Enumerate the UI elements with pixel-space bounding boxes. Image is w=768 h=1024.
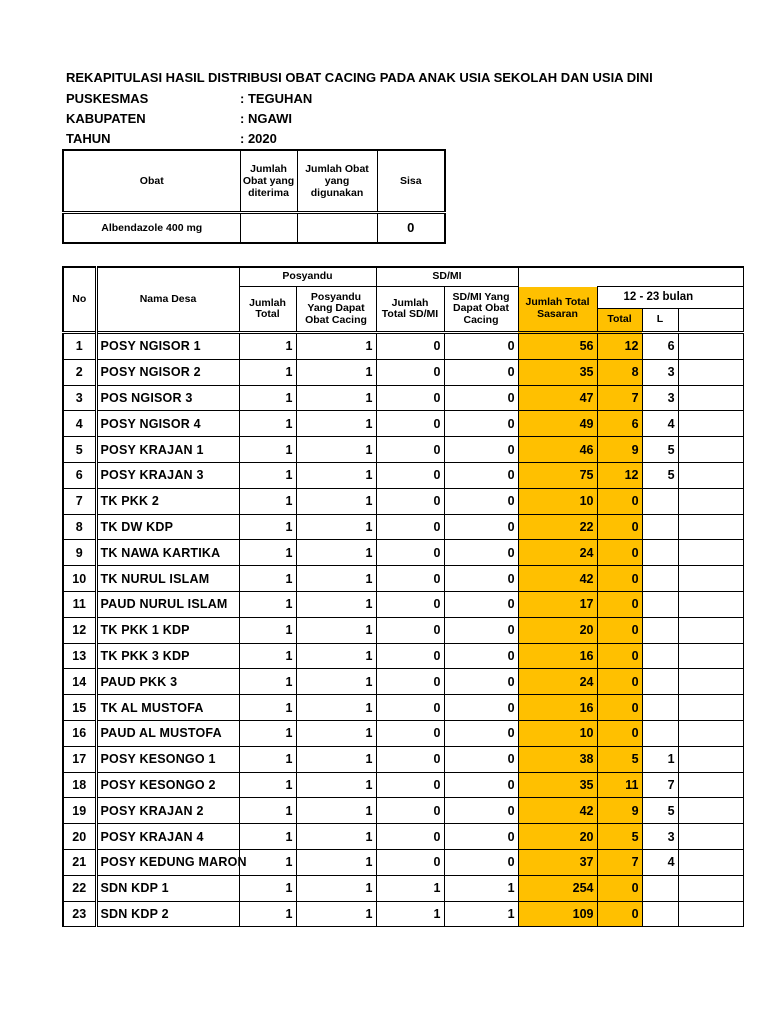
cell-extra: [678, 720, 743, 746]
table-row: [63, 462, 743, 488]
cell-sdmi-jumlah-total: 0: [376, 566, 444, 592]
cell-nama-desa: SDN KDP 1: [96, 875, 239, 901]
cell-posyandu-jumlah-total: 1: [239, 643, 296, 669]
table-row: [63, 875, 743, 901]
table-row: [63, 488, 743, 514]
cell-posyandu-jumlah-total: 1: [239, 437, 296, 463]
cell-jumlah-total-sasaran: 22: [518, 514, 597, 540]
cell-sdmi-jumlah-total: 0: [376, 540, 444, 566]
header-extra: [678, 309, 743, 333]
table-row: [63, 540, 743, 566]
cell-no: 20: [63, 824, 96, 850]
cell-posyandu-dapat: 1: [296, 437, 376, 463]
cell-sdmi-jumlah-total: 1: [376, 901, 444, 927]
cell-no: 12: [63, 617, 96, 643]
table-row: [63, 333, 743, 360]
cell-jumlah-total-sasaran: 16: [518, 695, 597, 721]
cell-total: 0: [597, 901, 642, 927]
meta-label-puskesmas: PUSKESMAS: [66, 91, 149, 106]
cell-posyandu-jumlah-total: 1: [239, 591, 296, 617]
cell-total: 0: [597, 720, 642, 746]
cell-extra: [678, 488, 743, 514]
cell-jumlah-total-sasaran: 17: [518, 591, 597, 617]
cell-posyandu-dapat: 1: [296, 591, 376, 617]
table-row: [63, 720, 743, 746]
cell-total: 0: [597, 540, 642, 566]
obat-cell-diterima: [240, 213, 297, 244]
table-row: [63, 385, 743, 411]
cell-total: 0: [597, 514, 642, 540]
cell-total: 9: [597, 437, 642, 463]
cell-total: 0: [597, 566, 642, 592]
cell-sdmi-dapat: 0: [444, 333, 518, 360]
cell-posyandu-jumlah-total: 1: [239, 514, 296, 540]
cell-jumlah-total-sasaran: 42: [518, 798, 597, 824]
header-l: L: [642, 309, 678, 333]
cell-sdmi-jumlah-total: 0: [376, 333, 444, 360]
cell-l: [642, 720, 678, 746]
cell-l: [642, 669, 678, 695]
cell-extra: [678, 695, 743, 721]
cell-nama-desa: POSY KRAJAN 2: [96, 798, 239, 824]
cell-jumlah-total-sasaran: 20: [518, 824, 597, 850]
cell-posyandu-dapat: 1: [296, 462, 376, 488]
header-blank-group: [518, 267, 743, 287]
cell-sdmi-dapat: 0: [444, 746, 518, 772]
cell-posyandu-dapat: 1: [296, 746, 376, 772]
cell-sdmi-jumlah-total: 0: [376, 514, 444, 540]
cell-l: 1: [642, 746, 678, 772]
cell-l: 3: [642, 385, 678, 411]
cell-posyandu-jumlah-total: 1: [239, 875, 296, 901]
cell-posyandu-jumlah-total: 1: [239, 901, 296, 927]
cell-l: [642, 566, 678, 592]
cell-jumlah-total-sasaran: 35: [518, 772, 597, 798]
cell-total: 8: [597, 359, 642, 385]
cell-nama-desa: POSY KRAJAN 3: [96, 462, 239, 488]
cell-jumlah-total-sasaran: 16: [518, 643, 597, 669]
header-nama-desa: Nama Desa: [96, 267, 239, 333]
table-row: [63, 437, 743, 463]
cell-nama-desa: POSY NGISOR 2: [96, 359, 239, 385]
cell-nama-desa: POSY NGISOR 4: [96, 411, 239, 437]
cell-extra: [678, 875, 743, 901]
cell-l: 5: [642, 798, 678, 824]
cell-sdmi-dapat: 0: [444, 385, 518, 411]
cell-sdmi-dapat: 0: [444, 772, 518, 798]
cell-extra: [678, 462, 743, 488]
obat-cell-sisa: 0: [377, 213, 445, 244]
cell-l: [642, 488, 678, 514]
cell-posyandu-dapat: 1: [296, 901, 376, 927]
cell-posyandu-jumlah-total: 1: [239, 333, 296, 360]
main-header-row-1: [63, 267, 743, 287]
cell-extra: [678, 437, 743, 463]
cell-sdmi-dapat: 0: [444, 566, 518, 592]
cell-l: 5: [642, 462, 678, 488]
cell-jumlah-total-sasaran: 24: [518, 540, 597, 566]
cell-l: [642, 591, 678, 617]
cell-sdmi-dapat: 0: [444, 720, 518, 746]
obat-cell-digunakan: [297, 213, 377, 244]
cell-jumlah-total-sasaran: 20: [518, 617, 597, 643]
cell-total: 0: [597, 643, 642, 669]
cell-jumlah-total-sasaran: 35: [518, 359, 597, 385]
header-sdmi-jumlah-total: Jumlah Total SD/MI: [376, 287, 444, 333]
table-row: [63, 643, 743, 669]
cell-sdmi-jumlah-total: 0: [376, 617, 444, 643]
table-row: [63, 514, 743, 540]
cell-posyandu-dapat: 1: [296, 720, 376, 746]
cell-sdmi-dapat: 0: [444, 849, 518, 875]
cell-jumlah-total-sasaran: 42: [518, 566, 597, 592]
cell-posyandu-jumlah-total: 1: [239, 540, 296, 566]
cell-posyandu-dapat: 1: [296, 849, 376, 875]
cell-posyandu-jumlah-total: 1: [239, 411, 296, 437]
header-sdmi-group: SD/MI: [376, 267, 518, 287]
cell-nama-desa: TK PKK 3 KDP: [96, 643, 239, 669]
cell-total: 12: [597, 462, 642, 488]
cell-sdmi-jumlah-total: 0: [376, 591, 444, 617]
cell-total: 0: [597, 695, 642, 721]
cell-posyandu-jumlah-total: 1: [239, 669, 296, 695]
obat-table-header-row: [63, 150, 445, 213]
cell-total: 12: [597, 333, 642, 360]
cell-jumlah-total-sasaran: 46: [518, 437, 597, 463]
table-row: [63, 901, 743, 927]
table-row: [63, 669, 743, 695]
cell-no: 18: [63, 772, 96, 798]
cell-total: 0: [597, 617, 642, 643]
cell-total: 0: [597, 591, 642, 617]
cell-l: [642, 875, 678, 901]
cell-posyandu-dapat: 1: [296, 643, 376, 669]
cell-jumlah-total-sasaran: 10: [518, 488, 597, 514]
cell-extra: [678, 566, 743, 592]
cell-l: [642, 617, 678, 643]
cell-extra: [678, 359, 743, 385]
cell-no: 2: [63, 359, 96, 385]
cell-extra: [678, 772, 743, 798]
cell-jumlah-total-sasaran: 254: [518, 875, 597, 901]
cell-total: 5: [597, 746, 642, 772]
cell-posyandu-dapat: 1: [296, 359, 376, 385]
cell-no: 23: [63, 901, 96, 927]
cell-no: 3: [63, 385, 96, 411]
table-row: [63, 359, 743, 385]
report-title: REKAPITULASI HASIL DISTRIBUSI OBAT CACING PADA ANAK USIA SEKOLAH DAN USIA DINI: [66, 70, 653, 85]
cell-total: 7: [597, 849, 642, 875]
cell-total: 7: [597, 385, 642, 411]
main-table: [62, 266, 744, 927]
cell-sdmi-dapat: 0: [444, 540, 518, 566]
header-sdmi-dapat: SD/MI Yang Dapat Obat Cacing: [444, 287, 518, 333]
cell-posyandu-dapat: 1: [296, 798, 376, 824]
header-jumlah-total-sasaran: Jumlah Total Sasaran: [518, 287, 597, 333]
cell-extra: [678, 669, 743, 695]
cell-sdmi-dapat: 0: [444, 798, 518, 824]
cell-extra: [678, 746, 743, 772]
cell-sdmi-jumlah-total: 0: [376, 411, 444, 437]
cell-total: 11: [597, 772, 642, 798]
table-row: [63, 617, 743, 643]
cell-no: 21: [63, 849, 96, 875]
cell-sdmi-jumlah-total: 0: [376, 643, 444, 669]
cell-sdmi-dapat: 0: [444, 437, 518, 463]
cell-l: 3: [642, 824, 678, 850]
cell-extra: [678, 849, 743, 875]
cell-nama-desa: TK NURUL ISLAM: [96, 566, 239, 592]
obat-table-row: [63, 213, 445, 244]
table-row: [63, 798, 743, 824]
cell-l: 4: [642, 411, 678, 437]
table-row: [63, 746, 743, 772]
meta-value-puskesmas: : TEGUHAN: [240, 91, 313, 106]
cell-nama-desa: POSY KESONGO 1: [96, 746, 239, 772]
cell-extra: [678, 901, 743, 927]
cell-extra: [678, 824, 743, 850]
obat-cell-name: Albendazole 400 mg: [63, 213, 240, 244]
cell-sdmi-jumlah-total: 0: [376, 824, 444, 850]
obat-header-diterima: Jumlah Obat yang diterima: [240, 150, 297, 213]
cell-nama-desa: TK NAWA KARTIKA: [96, 540, 239, 566]
cell-posyandu-jumlah-total: 1: [239, 798, 296, 824]
cell-total: 0: [597, 488, 642, 514]
cell-l: [642, 901, 678, 927]
header-posyandu-dapat: Posyandu Yang Dapat Obat Cacing: [296, 287, 376, 333]
cell-nama-desa: POSY NGISOR 1: [96, 333, 239, 360]
cell-extra: [678, 514, 743, 540]
cell-sdmi-dapat: 1: [444, 875, 518, 901]
cell-no: 22: [63, 875, 96, 901]
cell-posyandu-dapat: 1: [296, 385, 376, 411]
cell-posyandu-dapat: 1: [296, 617, 376, 643]
cell-nama-desa: POS NGISOR 3: [96, 385, 239, 411]
cell-nama-desa: TK PKK 2: [96, 488, 239, 514]
cell-sdmi-dapat: 0: [444, 669, 518, 695]
cell-sdmi-dapat: 0: [444, 695, 518, 721]
cell-l: 3: [642, 359, 678, 385]
obat-table: [62, 149, 446, 244]
cell-no: 17: [63, 746, 96, 772]
cell-l: [642, 514, 678, 540]
cell-nama-desa: PAUD AL MUSTOFA: [96, 720, 239, 746]
cell-posyandu-dapat: 1: [296, 411, 376, 437]
cell-nama-desa: POSY KRAJAN 4: [96, 824, 239, 850]
cell-nama-desa: POSY KESONGO 2: [96, 772, 239, 798]
cell-total: 9: [597, 798, 642, 824]
cell-nama-desa: POSY KEDUNG MARON: [96, 849, 239, 875]
cell-sdmi-jumlah-total: 1: [376, 875, 444, 901]
cell-jumlah-total-sasaran: 10: [518, 720, 597, 746]
cell-sdmi-dapat: 1: [444, 901, 518, 927]
cell-posyandu-jumlah-total: 1: [239, 746, 296, 772]
cell-jumlah-total-sasaran: 47: [518, 385, 597, 411]
cell-extra: [678, 643, 743, 669]
cell-no: 8: [63, 514, 96, 540]
cell-nama-desa: TK PKK 1 KDP: [96, 617, 239, 643]
cell-no: 13: [63, 643, 96, 669]
cell-jumlah-total-sasaran: 56: [518, 333, 597, 360]
table-row: [63, 566, 743, 592]
cell-sdmi-jumlah-total: 0: [376, 798, 444, 824]
cell-extra: [678, 385, 743, 411]
obat-header-obat: Obat: [63, 150, 240, 213]
cell-posyandu-jumlah-total: 1: [239, 488, 296, 514]
table-row: [63, 772, 743, 798]
cell-posyandu-dapat: 1: [296, 824, 376, 850]
cell-posyandu-jumlah-total: 1: [239, 462, 296, 488]
cell-nama-desa: POSY KRAJAN 1: [96, 437, 239, 463]
cell-no: 10: [63, 566, 96, 592]
cell-sdmi-dapat: 0: [444, 643, 518, 669]
header-age-group: 12 - 23 bulan: [597, 287, 743, 309]
cell-no: 1: [63, 333, 96, 360]
cell-posyandu-jumlah-total: 1: [239, 720, 296, 746]
cell-l: [642, 695, 678, 721]
cell-nama-desa: TK AL MUSTOFA: [96, 695, 239, 721]
cell-jumlah-total-sasaran: 49: [518, 411, 597, 437]
cell-sdmi-jumlah-total: 0: [376, 385, 444, 411]
main-table-container: [62, 266, 694, 936]
cell-posyandu-dapat: 1: [296, 566, 376, 592]
cell-total: 6: [597, 411, 642, 437]
cell-posyandu-dapat: 1: [296, 695, 376, 721]
cell-sdmi-dapat: 0: [444, 824, 518, 850]
cell-posyandu-dapat: 1: [296, 514, 376, 540]
cell-sdmi-dapat: 0: [444, 411, 518, 437]
cell-l: 7: [642, 772, 678, 798]
cell-no: 5: [63, 437, 96, 463]
cell-sdmi-jumlah-total: 0: [376, 720, 444, 746]
cell-no: 4: [63, 411, 96, 437]
cell-posyandu-dapat: 1: [296, 333, 376, 360]
cell-posyandu-dapat: 1: [296, 488, 376, 514]
cell-sdmi-dapat: 0: [444, 359, 518, 385]
cell-posyandu-dapat: 1: [296, 772, 376, 798]
table-row: [63, 411, 743, 437]
cell-nama-desa: PAUD NURUL ISLAM: [96, 591, 239, 617]
cell-posyandu-jumlah-total: 1: [239, 695, 296, 721]
cell-extra: [678, 333, 743, 360]
meta-value-kabupaten: : NGAWI: [240, 111, 292, 126]
cell-sdmi-jumlah-total: 0: [376, 849, 444, 875]
cell-sdmi-dapat: 0: [444, 514, 518, 540]
cell-no: 15: [63, 695, 96, 721]
cell-jumlah-total-sasaran: 24: [518, 669, 597, 695]
cell-posyandu-jumlah-total: 1: [239, 617, 296, 643]
cell-nama-desa: TK DW KDP: [96, 514, 239, 540]
cell-jumlah-total-sasaran: 38: [518, 746, 597, 772]
obat-header-sisa: Sisa: [377, 150, 445, 213]
cell-l: 4: [642, 849, 678, 875]
cell-no: 6: [63, 462, 96, 488]
cell-no: 11: [63, 591, 96, 617]
cell-nama-desa: PAUD PKK 3: [96, 669, 239, 695]
cell-sdmi-dapat: 0: [444, 591, 518, 617]
cell-posyandu-jumlah-total: 1: [239, 359, 296, 385]
cell-total: 0: [597, 669, 642, 695]
cell-extra: [678, 798, 743, 824]
cell-l: [642, 643, 678, 669]
cell-posyandu-jumlah-total: 1: [239, 849, 296, 875]
header-no: No: [63, 267, 96, 333]
cell-sdmi-dapat: 0: [444, 462, 518, 488]
cell-posyandu-jumlah-total: 1: [239, 566, 296, 592]
cell-no: 19: [63, 798, 96, 824]
cell-sdmi-jumlah-total: 0: [376, 746, 444, 772]
cell-extra: [678, 591, 743, 617]
meta-value-tahun: : 2020: [240, 131, 277, 146]
cell-l: [642, 540, 678, 566]
cell-jumlah-total-sasaran: 75: [518, 462, 597, 488]
cell-posyandu-jumlah-total: 1: [239, 385, 296, 411]
cell-posyandu-dapat: 1: [296, 669, 376, 695]
cell-sdmi-jumlah-total: 0: [376, 462, 444, 488]
cell-total: 5: [597, 824, 642, 850]
meta-label-tahun: TAHUN: [66, 131, 111, 146]
header-posyandu-group: Posyandu: [239, 267, 376, 287]
cell-posyandu-dapat: 1: [296, 540, 376, 566]
cell-no: 14: [63, 669, 96, 695]
cell-no: 16: [63, 720, 96, 746]
main-table-body: [63, 333, 743, 927]
cell-sdmi-jumlah-total: 0: [376, 437, 444, 463]
cell-posyandu-jumlah-total: 1: [239, 772, 296, 798]
cell-sdmi-jumlah-total: 0: [376, 669, 444, 695]
cell-posyandu-dapat: 1: [296, 875, 376, 901]
cell-l: 6: [642, 333, 678, 360]
cell-sdmi-jumlah-total: 0: [376, 359, 444, 385]
header-total: Total: [597, 309, 642, 333]
cell-no: 9: [63, 540, 96, 566]
cell-extra: [678, 411, 743, 437]
meta-label-kabupaten: KABUPATEN: [66, 111, 146, 126]
header-posyandu-jumlah-total: Jumlah Total: [239, 287, 296, 333]
cell-jumlah-total-sasaran: 37: [518, 849, 597, 875]
cell-total: 0: [597, 875, 642, 901]
cell-jumlah-total-sasaran: 109: [518, 901, 597, 927]
cell-posyandu-jumlah-total: 1: [239, 824, 296, 850]
table-row: [63, 695, 743, 721]
table-row: [63, 591, 743, 617]
cell-no: 7: [63, 488, 96, 514]
cell-extra: [678, 540, 743, 566]
cell-sdmi-jumlah-total: 0: [376, 488, 444, 514]
cell-extra: [678, 617, 743, 643]
cell-sdmi-dapat: 0: [444, 617, 518, 643]
table-row: [63, 849, 743, 875]
cell-sdmi-jumlah-total: 0: [376, 772, 444, 798]
cell-nama-desa: SDN KDP 2: [96, 901, 239, 927]
cell-sdmi-jumlah-total: 0: [376, 695, 444, 721]
obat-header-digunakan: Jumlah Obat yang digunakan: [297, 150, 377, 213]
table-row: [63, 824, 743, 850]
cell-sdmi-dapat: 0: [444, 488, 518, 514]
cell-l: 5: [642, 437, 678, 463]
